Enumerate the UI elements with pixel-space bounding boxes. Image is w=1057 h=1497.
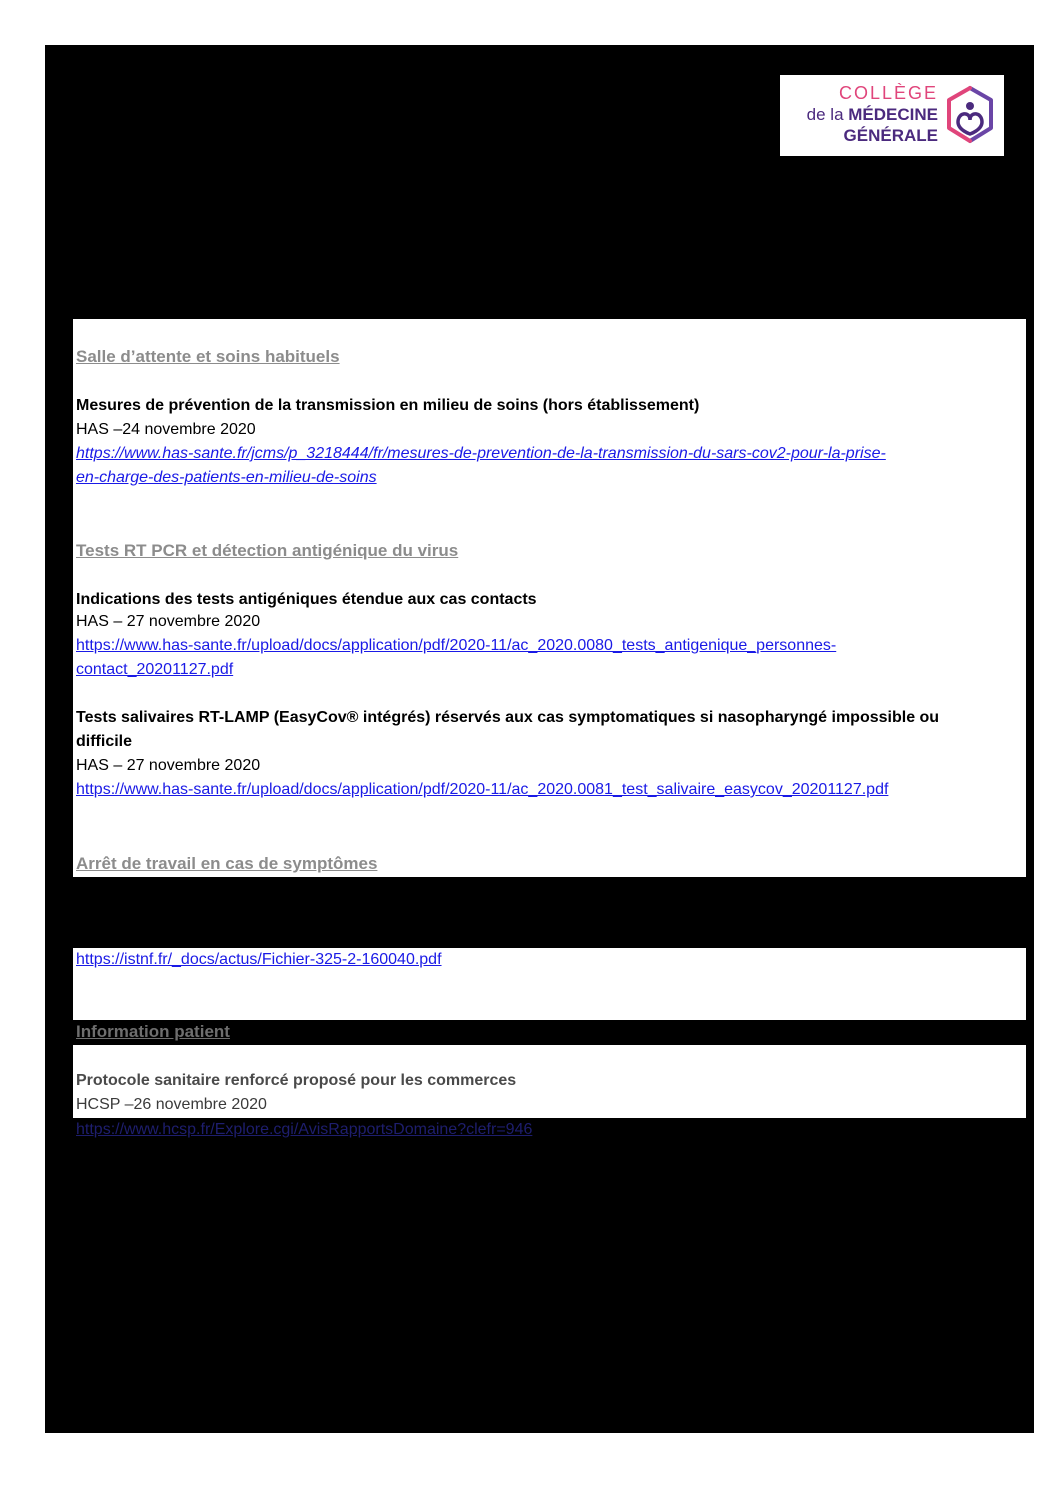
section-heading-sick-leave: Arrêt de travail en cas de symptômes <box>76 854 378 873</box>
item-title: Indications des tests antigéniques étendue aux cas contacts <box>76 591 537 608</box>
logo-line-generale: GÉNÉRALE <box>843 126 938 145</box>
sick-leave-link[interactable]: https://istnf.fr/_docs/actus/Fichier-325-2-160040.pdf <box>76 951 442 968</box>
hexagon-people-icon <box>944 84 996 146</box>
logo-line-medecine <box>790 104 938 125</box>
item-link-continued[interactable]: en-charge-des-patients-en-milieu-de-soins <box>76 469 377 486</box>
item-link[interactable]: https://www.has-sante.fr/upload/docs/application/pdf/2020-11/ac_2020.0080_tests_antigenique_personnes- <box>76 637 837 654</box>
item-title: Protocole sanitaire renforcé proposé pour les commerces <box>76 1072 517 1089</box>
item-source: HCSP –26 novembre 2020 <box>76 1096 267 1113</box>
item-title-continued: difficile <box>76 733 133 750</box>
section-heading-waiting-room: Salle d’attente et soins habituels <box>76 347 340 366</box>
logo-line-prefix: de la <box>806 105 849 124</box>
item-title: Tests salivaires RT-LAMP (EasyCov® intégrés) réservés aux cas symptomatiques si nasopharyngé impossible ou <box>76 709 940 726</box>
college-logo <box>780 75 1004 156</box>
item-link[interactable]: https://www.has-sante.fr/jcms/p_3218444/fr/mesures-de-prevention-de-la-transmission-du-sars-cov2-pour-la-prise- <box>76 445 886 462</box>
item-link-continued[interactable]: contact_20201127.pdf <box>76 661 234 678</box>
item-link[interactable]: https://www.hcsp.fr/Explore.cgi/AvisRapportsDomaine?clefr=946 <box>76 1121 533 1138</box>
logo-wordmark <box>790 83 938 146</box>
item-source: HAS – 27 novembre 2020 <box>76 613 261 630</box>
item-source: HAS –24 novembre 2020 <box>76 421 256 438</box>
logo-line-strong: MÉDECINE <box>848 105 938 124</box>
section-heading-tests: Tests RT PCR et détection antigénique du virus <box>76 541 459 560</box>
item-title: Mesures de prévention de la transmission en milieu de soins (hors établissement) <box>76 397 700 414</box>
item-link[interactable]: https://www.has-sante.fr/upload/docs/application/pdf/2020-11/ac_2020.0081_test_salivaire_easycov_20201127.pdf <box>76 781 889 798</box>
section-heading-patient-info: Information patient <box>76 1022 230 1041</box>
logo-line-college: COLLÈGE <box>838 83 938 103</box>
item-source: HAS – 27 novembre 2020 <box>76 757 261 774</box>
